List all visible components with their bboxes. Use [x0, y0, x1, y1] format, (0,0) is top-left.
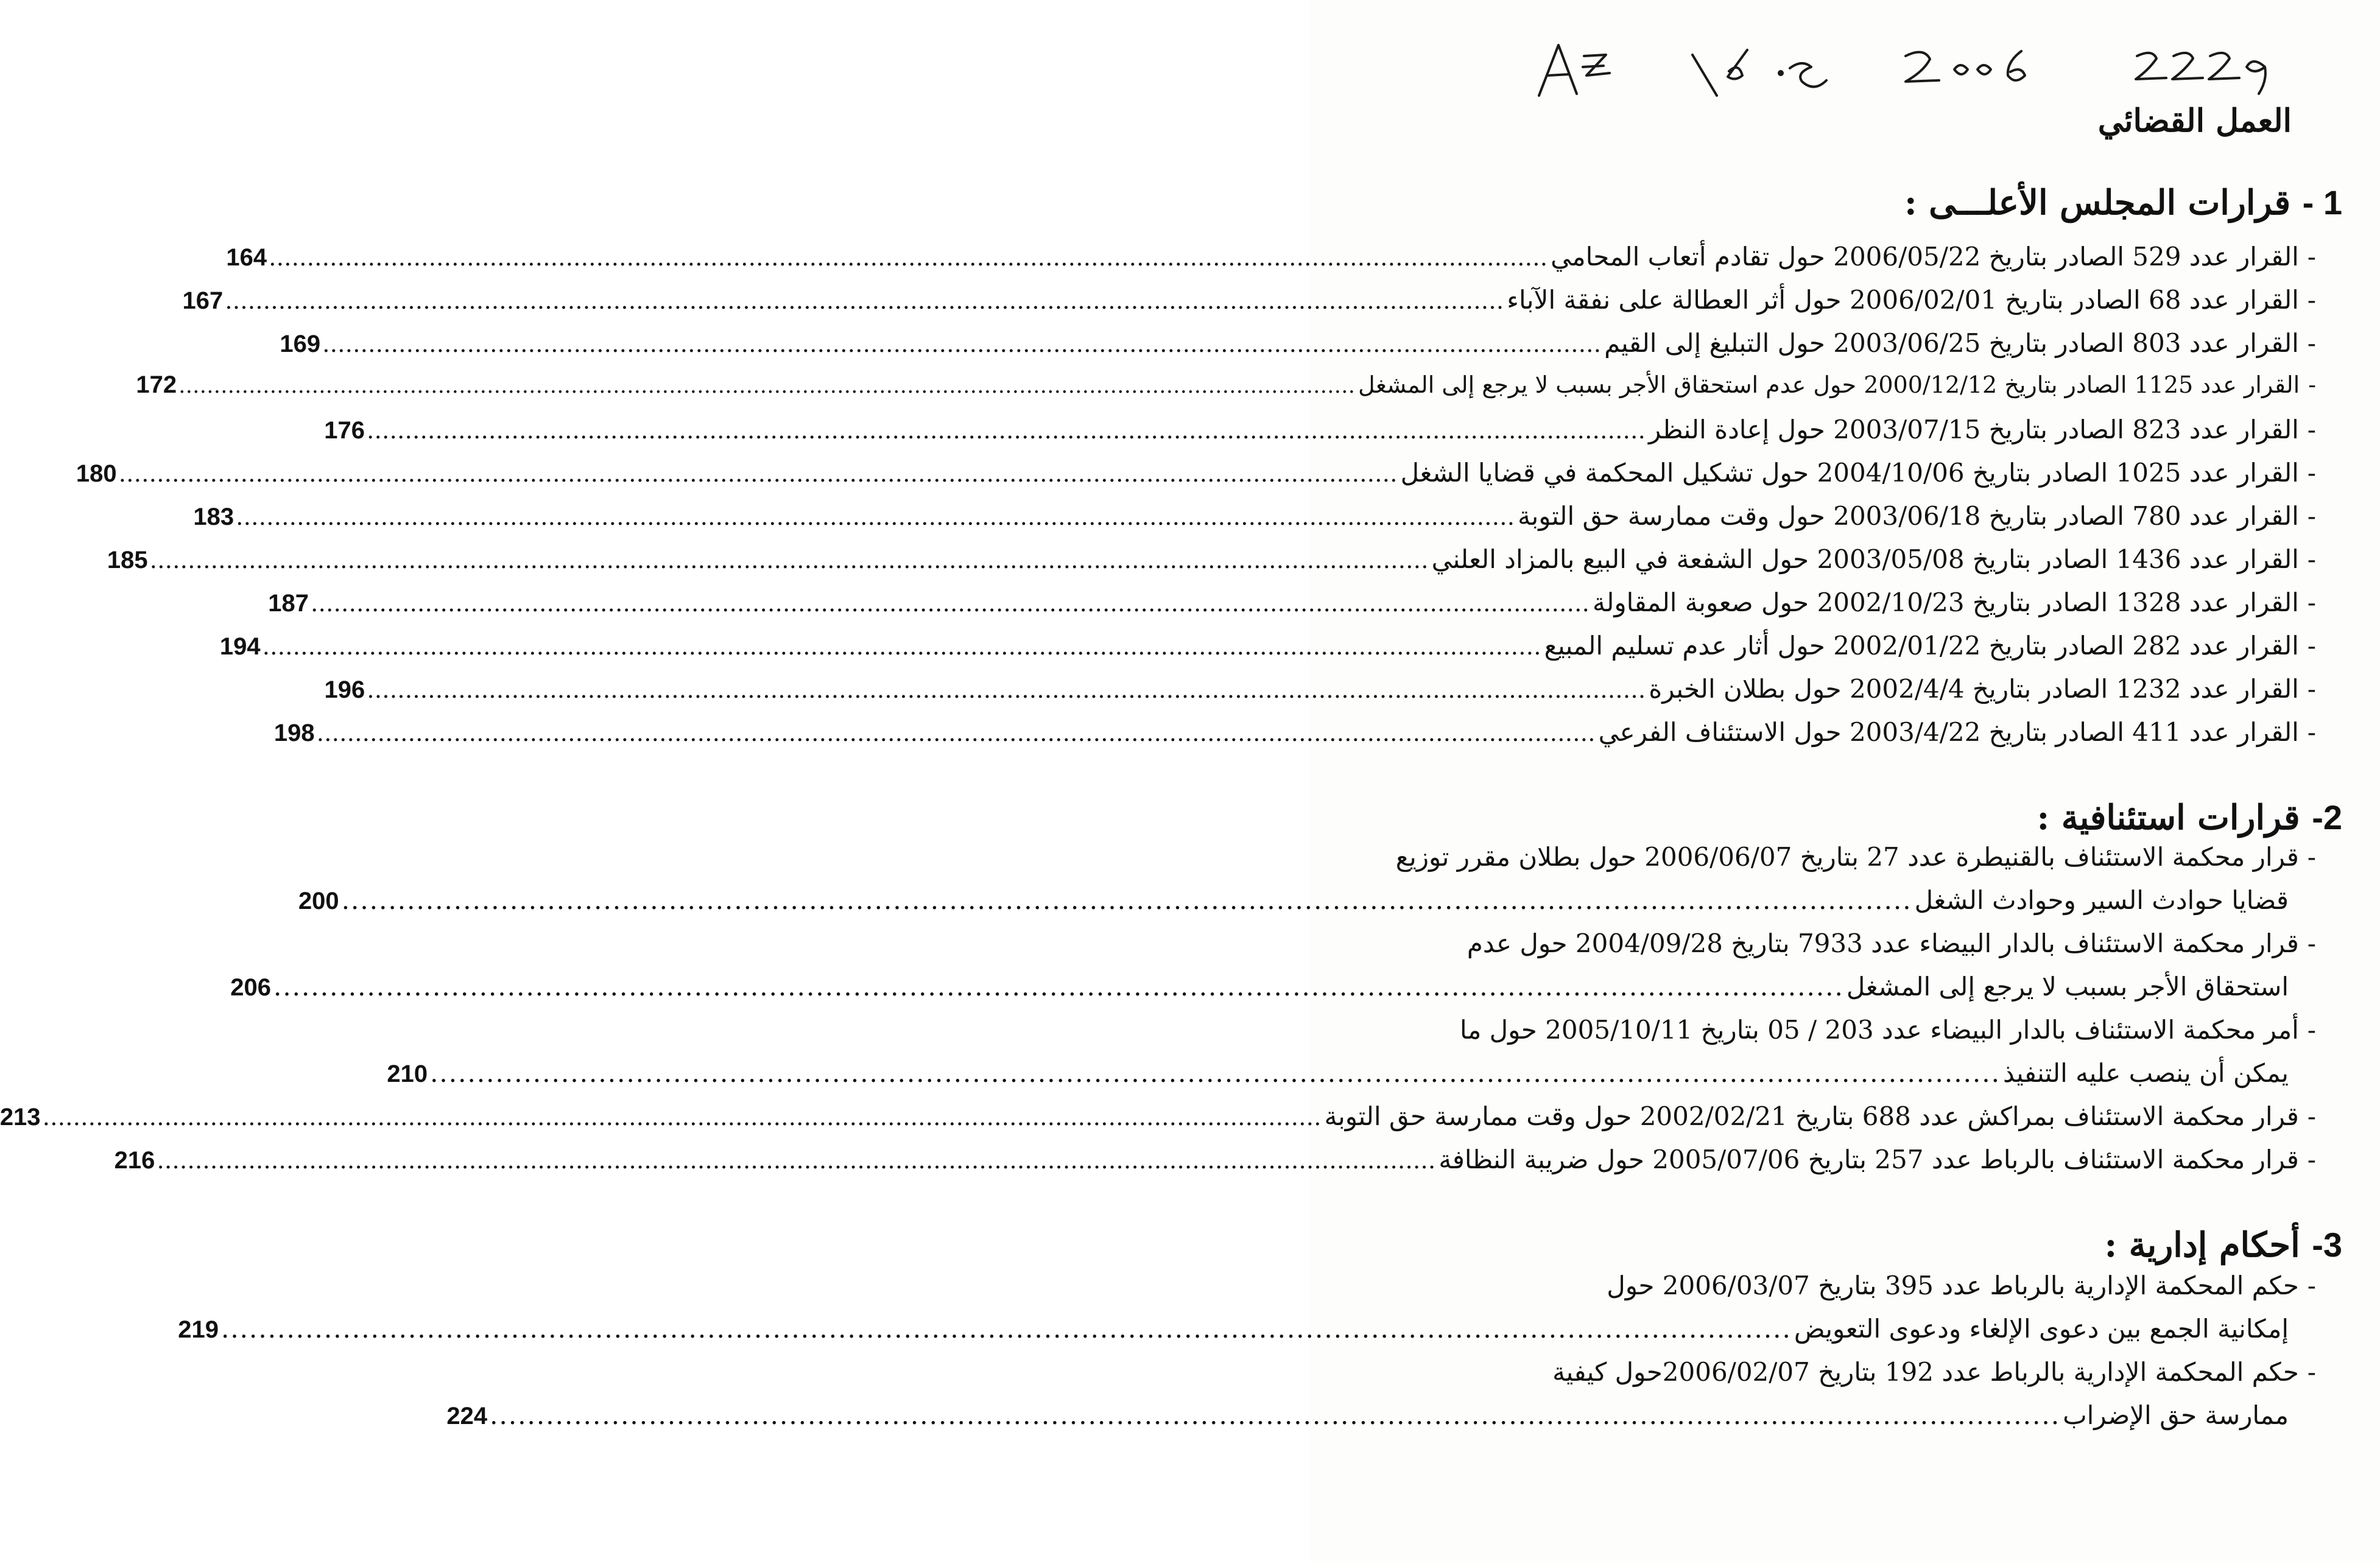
- leader-dots: ........................................................................................................................................................................: [490, 1400, 2061, 1430]
- entry-text: القرار عدد 823 الصادر بتاريخ 2003/07/15 حول إعادة النظر: [1648, 415, 2299, 444]
- entry-text: إمكانية الجمع بين دعوى الإلغاء ودعوى التعويض: [1794, 1314, 2289, 1344]
- leader-dots: ........................................................................................................................................................................: [119, 460, 1398, 488]
- list-item-continuation: [298, 885, 2289, 923]
- entry-text: قرار محكمة الاستئناف بالرباط عدد 257 بتاريخ 2005/07/06 حول ضريبة النظافة: [1438, 1145, 2299, 1174]
- entry-text: القرار عدد 1125 الصادر بتاريخ 2000/12/12 حول عدم استحقاق الأجر بسبب لا يرجع إلى المشغل: [1358, 371, 2300, 398]
- entry-text: القرار عدد 282 الصادر بتاريخ 2002/01/22 حول أثار عدم تسليم المبيع: [1544, 631, 2299, 661]
- bullet-dash: -: [2307, 1145, 2316, 1174]
- list-item: [226, 242, 2316, 279]
- section-number: 3-: [2312, 1226, 2342, 1264]
- leader-dots: ........................................................................................................................................................................: [317, 719, 1596, 747]
- page-number: 167: [182, 287, 224, 314]
- page-number: 176: [324, 417, 365, 444]
- leader-dots: ........................................................................................................................................................................: [150, 546, 1429, 574]
- page-number: 187: [268, 590, 309, 617]
- page-number: 224: [446, 1403, 488, 1429]
- bullet-dash: -: [2307, 458, 2316, 488]
- section-title: قرارات استئنافية :: [2037, 798, 2300, 838]
- entry-text: أمر محكمة الاستئناف بالدار البيضاء عدد 203 / 05 بتاريخ 2005/10/11 حول ما: [1460, 1015, 2299, 1045]
- section-number: 2-: [2312, 798, 2342, 837]
- section-heading-appeals: [2037, 798, 2342, 838]
- leader-dots: ........................................................................................................................................................................: [220, 1314, 1792, 1344]
- leader-dots: ........................................................................................................................................................................: [311, 589, 1591, 617]
- handwritten-annotation-drawing: [1534, 38, 2301, 105]
- section-number: 1 -: [2302, 183, 2342, 222]
- page-number: 196: [324, 676, 365, 703]
- bullet-dash: -: [2307, 544, 2316, 574]
- list-item: [1460, 1015, 2316, 1053]
- leader-dots: ........................................................................................................................................................................: [269, 244, 1549, 272]
- list-item: [0, 1101, 2316, 1139]
- page-number: 169: [280, 331, 321, 357]
- leader-dots: ........................................................................................................................................................................: [273, 972, 1844, 1001]
- bullet-dash: -: [2307, 674, 2316, 704]
- bullet-dash: -: [2307, 328, 2316, 358]
- list-item: [1607, 1271, 2316, 1308]
- list-item-continuation: [178, 1314, 2289, 1352]
- handwritten-annotation: [1534, 38, 2301, 105]
- bullet-dash: -: [2307, 501, 2316, 531]
- bullet-dash: -: [2307, 1357, 2316, 1387]
- page-number: 206: [230, 974, 271, 1001]
- leader-dots: ........................................................................................................................................................................: [43, 1103, 1322, 1131]
- entry-text: قرار محكمة الاستئناف بمراكش عدد 688 بتاريخ 2002/02/21 حول وقت ممارسة حق التوبة: [1324, 1101, 2299, 1131]
- page-number: 213: [0, 1104, 41, 1131]
- list-item: [114, 1145, 2316, 1182]
- list-item-continuation: [230, 972, 2289, 1009]
- list-item: [1467, 928, 2316, 966]
- bullet-dash: -: [2307, 631, 2316, 661]
- page-number: 216: [114, 1147, 155, 1174]
- page-number: 185: [107, 547, 148, 574]
- list-item: [182, 285, 2316, 323]
- entry-text: القرار عدد 68 الصادر بتاريخ 2006/02/01 حول أثر العطالة على نفقة الآباء: [1507, 285, 2299, 315]
- leader-dots: ........................................................................................................................................................................: [323, 330, 1602, 358]
- section-heading-supreme-council: [1904, 183, 2342, 223]
- page-number: 198: [273, 720, 315, 746]
- page-number: 210: [387, 1061, 428, 1087]
- list-item: [136, 371, 2316, 409]
- entry-text: ممارسة حق الإضراب: [2063, 1400, 2289, 1430]
- bullet-dash: -: [2307, 1271, 2316, 1300]
- leader-dots: ........................................................................................................................................................................: [179, 373, 1356, 398]
- page-number: 164: [226, 244, 267, 271]
- list-item: [324, 415, 2316, 452]
- bullet-dash: -: [2307, 717, 2316, 747]
- page-number: 194: [219, 633, 261, 660]
- list-item: [268, 588, 2316, 625]
- list-item: [273, 717, 2316, 755]
- entry-text: القرار عدد 803 الصادر بتاريخ 2003/06/25 حول التبليغ إلى القيم: [1604, 328, 2299, 358]
- section-title: قرارات المجلس الأعلـــى :: [1904, 183, 2291, 223]
- bullet-dash: -: [2307, 842, 2316, 872]
- bullet-dash: -: [2307, 1015, 2316, 1045]
- list-item: [76, 458, 2316, 496]
- leader-dots: ........................................................................................................................................................................: [262, 633, 1542, 661]
- leader-dots: ........................................................................................................................................................................: [367, 676, 1647, 704]
- list-item-continuation: [446, 1400, 2289, 1438]
- list-item: [280, 328, 2316, 366]
- leader-dots: ........................................................................................................................................................................: [157, 1146, 1437, 1174]
- list-item: [1396, 842, 2316, 880]
- entry-text: قضايا حوادث السير وحوادث الشغل: [1914, 885, 2289, 915]
- bullet-dash: -: [2307, 242, 2316, 272]
- entry-text: حكم المحكمة الإدارية بالرباط عدد 192 بتاريخ 2006/02/07حول كيفية: [1552, 1357, 2299, 1387]
- page-number: 172: [136, 371, 177, 398]
- entry-text: القرار عدد 529 الصادر بتاريخ 2006/05/22 حول تقادم أتعاب المحامي: [1551, 242, 2299, 272]
- bullet-dash: -: [2307, 1101, 2316, 1131]
- section-title: أحكام إدارية :: [2104, 1225, 2300, 1265]
- page-number: 200: [298, 888, 339, 914]
- list-item-continuation: [387, 1058, 2289, 1096]
- entry-text: القرار عدد 1328 الصادر بتاريخ 2002/10/23 حول صعوبة المقاولة: [1593, 588, 2299, 617]
- bullet-dash: -: [2308, 371, 2316, 398]
- entry-text: القرار عدد 780 الصادر بتاريخ 2003/06/18 حول وقت ممارسة حق التوبة: [1518, 501, 2299, 531]
- page-title: العمل القضائي: [2097, 102, 2292, 139]
- leader-dots: ........................................................................................................................................................................: [367, 416, 1646, 444]
- entry-text: القرار عدد 411 الصادر بتاريخ 2003/4/22 حول الاستئناف الفرعي: [1598, 717, 2299, 747]
- entry-text: قرار محكمة الاستئناف بالقنيطرة عدد 27 بتاريخ 2006/06/07 حول بطلان مقرر توزيع: [1395, 842, 2299, 872]
- leader-dots: ........................................................................................................................................................................: [341, 885, 1912, 915]
- leader-dots: ........................................................................................................................................................................: [430, 1058, 2001, 1088]
- section-heading-administrative: [2104, 1225, 2342, 1265]
- leader-dots: ........................................................................................................................................................................: [236, 503, 1516, 531]
- entry-text: حكم المحكمة الإدارية بالرباط عدد 395 بتاريخ 2006/03/07 حول: [1607, 1271, 2299, 1300]
- page-number: 183: [193, 503, 234, 530]
- entry-text: القرار عدد 1232 الصادر بتاريخ 2002/4/4 حول بطلان الخبرة: [1649, 674, 2299, 704]
- list-item: [107, 544, 2316, 582]
- entry-text: القرار عدد 1025 الصادر بتاريخ 2004/10/06 حول تشكيل المحكمة في قضايا الشغل: [1400, 458, 2299, 488]
- entry-text: قرار محكمة الاستئناف بالدار البيضاء عدد 7933 بتاريخ 2004/09/28 حول عدم: [1466, 928, 2299, 958]
- leader-dots: ........................................................................................................................................................................: [225, 287, 1505, 315]
- bullet-dash: -: [2307, 415, 2316, 444]
- list-item: [219, 631, 2316, 668]
- list-item: [193, 501, 2316, 539]
- entry-text: يمكن أن ينصب عليه التنفيذ: [2002, 1058, 2289, 1088]
- entry-text: القرار عدد 1436 الصادر بتاريخ 2003/05/08 حول الشفعة في البيع بالمزاد العلني: [1431, 544, 2299, 574]
- list-item: [324, 674, 2316, 712]
- entry-text: استحقاق الأجر بسبب لا يرجع إلى المشغل: [1846, 972, 2289, 1001]
- page-number: 180: [76, 460, 117, 487]
- bullet-dash: -: [2307, 588, 2316, 617]
- bullet-dash: -: [2307, 285, 2316, 315]
- bullet-dash: -: [2307, 928, 2316, 958]
- list-item: [1552, 1357, 2316, 1395]
- page-number: 219: [178, 1316, 219, 1343]
